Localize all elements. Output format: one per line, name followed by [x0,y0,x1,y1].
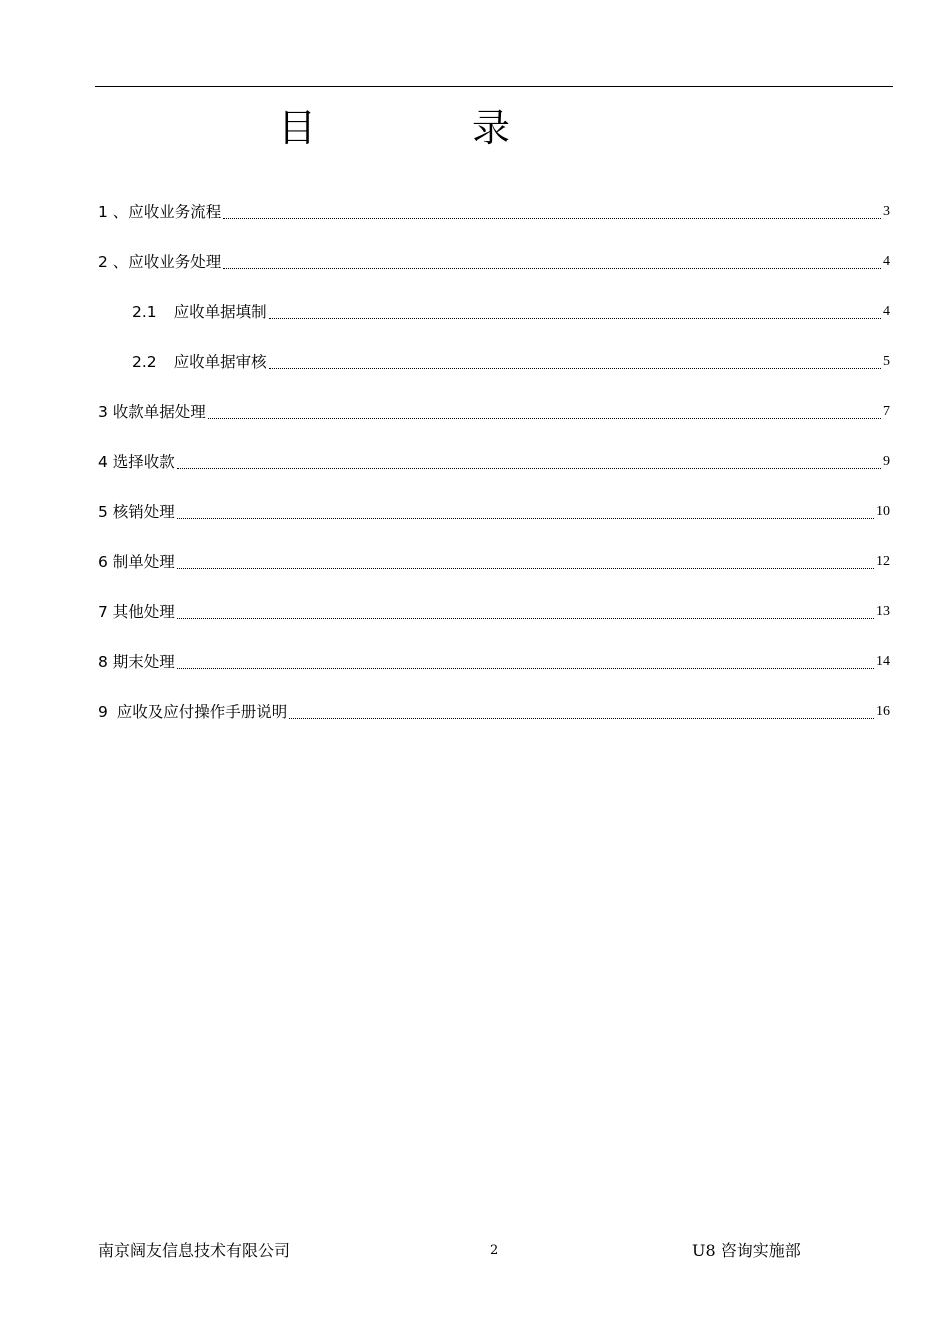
toc-item-page: 5 [883,354,890,369]
toc-item[interactable] [98,498,890,548]
toc-item[interactable] [98,348,890,398]
toc-dot-leader [269,298,881,319]
header-rule [95,86,893,87]
toc-item-page: 7 [883,404,890,419]
toc-item[interactable] [98,648,890,698]
toc-dot-leader [177,648,874,669]
toc-item-page: 10 [876,504,890,519]
toc-item-label: 收款单据处理 [112,403,206,421]
footer-page-number: 2 [490,1243,499,1258]
toc-item[interactable] [98,248,890,298]
toc-item-number: 4 [98,453,113,471]
toc-dot-leader [177,498,874,519]
toc-dot-leader [269,348,881,369]
toc-item[interactable] [98,448,890,498]
toc-item-label: 期末处理 [112,653,175,671]
page-footer [98,1238,818,1264]
footer-company-name: 南京阔友信息技术有限公司 [98,1241,291,1260]
toc-item-number: 1 、 [98,203,129,221]
toc-dot-leader [223,198,881,219]
toc-item-number: 5 [98,503,113,521]
toc-item-page: 13 [876,604,890,619]
toc-item-number: 6 [98,553,113,571]
toc-item-label: 核销处理 [112,503,175,521]
toc-item-number: 9 [98,703,113,721]
toc-item-label: 其他处理 [112,603,175,621]
toc-dot-leader [223,248,881,269]
toc-item[interactable] [98,548,890,598]
toc-item[interactable] [98,198,890,248]
table-of-contents [98,198,890,748]
toc-item[interactable] [98,698,890,748]
toc-item-number: 2.1 [132,303,157,321]
toc-item-number: 3 [98,403,113,421]
toc-item-label: 应收单据填制 [173,303,267,321]
toc-dot-leader [177,548,874,569]
toc-item-page: 12 [876,554,890,569]
page-title: 目 录 [277,106,583,150]
toc-item-number: 2.2 [132,353,157,371]
toc-item[interactable] [98,398,890,448]
toc-item-page: 14 [876,654,890,669]
toc-item-label: 应收业务处理 [128,253,222,271]
toc-item-page: 3 [883,204,890,219]
toc-dot-leader [289,698,874,719]
toc-item-page: 9 [883,454,890,469]
toc-item-page: 4 [883,254,890,269]
toc-item-page: 16 [876,704,890,719]
toc-dot-leader [177,598,874,619]
toc-item-label: 应收单据审核 [173,353,267,371]
toc-item-label: 应收业务流程 [128,203,222,221]
footer-department: U8 咨询实施部 [692,1241,801,1260]
toc-item-label: 选择收款 [112,453,175,471]
toc-item[interactable] [98,598,890,648]
toc-item-number: 8 [98,653,113,671]
toc-item-label: 应收及应付操作手册说明 [116,703,288,721]
toc-dot-leader [208,398,881,419]
toc-item-number: 2 、 [98,253,129,271]
toc-item-label: 制单处理 [112,553,175,571]
toc-item-number: 7 [98,603,113,621]
toc-item-page: 4 [883,304,890,319]
toc-dot-leader [177,448,881,469]
toc-item[interactable] [98,298,890,348]
